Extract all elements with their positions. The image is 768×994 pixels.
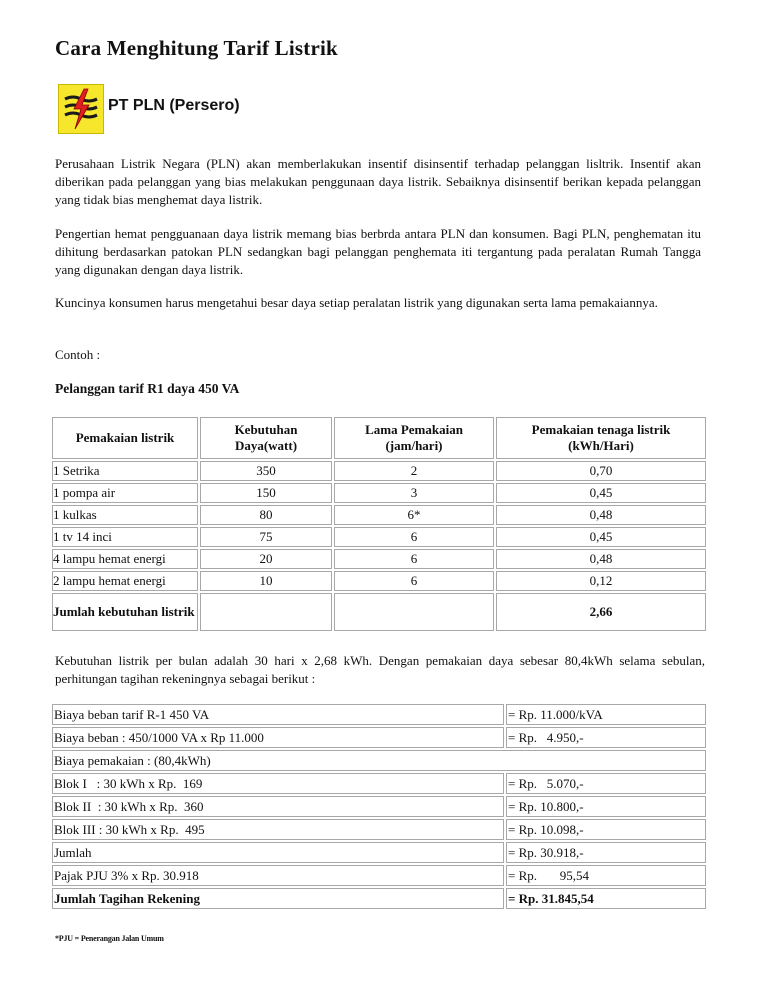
pln-logo — [58, 83, 240, 135]
billing-amount-cell: = Rp. 10.098,- — [506, 819, 706, 840]
appliance-cell: 1 pompa air — [52, 483, 198, 503]
kwh-cell: 0,12 — [496, 571, 706, 591]
table-row — [52, 505, 706, 525]
billing-item-cell: Jumlah — [52, 842, 504, 863]
appliance-cell: 2 lampu hemat energi — [52, 571, 198, 591]
kwh-cell: 0,45 — [496, 527, 706, 547]
kwh-cell: 0,48 — [496, 549, 706, 569]
paragraph-3: Kuncinya konsumen harus mengetahui besar daya setiap peralatan listrik yang digunakan serta lama pemakaiannya. — [55, 295, 658, 310]
hours-cell: 3 — [334, 483, 494, 503]
table-row — [52, 483, 706, 503]
paragraph-2: Pengertian hemat pengguanaan daya listrik memang bias berbrda antara PLN dan konsumen. Bagi PLN, penghematan itu dihitung berdasarkan patokan PLN sedangkan bagi pelanggan penghemata iti tergantung pada peralatan Rumah Tangga yang digunakan dengan daya listrik. — [55, 226, 701, 277]
header-cell: Pemakaian tenaga listrik (kWh/Hari) — [496, 417, 706, 459]
appliance-cell: 1 kulkas — [52, 505, 198, 525]
appliance-cell: 4 lampu hemat energi — [52, 549, 198, 569]
billing-amount-cell: = Rp. 95,54 — [506, 865, 706, 886]
watt-cell: 10 — [200, 571, 332, 591]
billing-total-amount-cell: = Rp. 31.845,54 — [506, 888, 706, 909]
paragraph-1: Perusahaan Listrik Negara (PLN) akan memberlakukan insentif disinsentif terhadap pelanggan lisltrik. Insentif akan diberikan pada pelanggan yang bias melakukan penggunaan daya listrik. Sebaiknya disinsentif berikan kepada pelanggan yang tidak bias menghemat daya listrik. — [55, 156, 701, 207]
billing-amount-cell: = Rp. 4.950,- — [506, 727, 706, 748]
pln-lightning-icon — [58, 84, 104, 134]
table-row — [52, 796, 706, 817]
usage-table — [50, 415, 708, 633]
appliance-cell: 1 Setrika — [52, 461, 198, 481]
watt-cell: 75 — [200, 527, 332, 547]
billing-item-cell: Pajak PJU 3% x Rp. 30.918 — [52, 865, 504, 886]
total-label-cell: Jumlah kebutuhan listrik — [52, 593, 198, 631]
hours-cell: 6* — [334, 505, 494, 525]
hours-cell: 6 — [334, 527, 494, 547]
watt-cell: 20 — [200, 549, 332, 569]
table-row — [52, 549, 706, 569]
hours-cell: 2 — [334, 461, 494, 481]
table-row — [52, 527, 706, 547]
billing-item-cell: Biaya beban tarif R-1 450 VA — [52, 704, 504, 725]
subheading: Pelanggan tarif R1 daya 450 VA — [55, 381, 240, 396]
header-cell: Lama Pemakaian (jam/hari) — [334, 417, 494, 459]
table-row — [52, 704, 706, 725]
pln-logo-text: PT PLN (Persero) — [108, 97, 240, 114]
empty-cell — [334, 593, 494, 631]
billing-amount-cell: = Rp. 30.918,- — [506, 842, 706, 863]
header-cell: Kebutuhan Daya(watt) — [200, 417, 332, 459]
hours-cell: 6 — [334, 549, 494, 569]
table-header-row — [52, 417, 706, 459]
total-kwh-cell: 2,66 — [496, 593, 706, 631]
billing-amount-cell: = Rp. 11.000/kVA — [506, 704, 706, 725]
kwh-cell: 0,48 — [496, 505, 706, 525]
billing-total-row — [52, 888, 706, 909]
billing-item-cell: Blok I : 30 kWh x Rp. 169 — [52, 773, 504, 794]
kwh-cell: 0,70 — [496, 461, 706, 481]
table-total-row — [52, 593, 706, 631]
billing-table — [50, 702, 708, 911]
footnote: *PJU = Penerangan Jalan Umum — [55, 934, 164, 943]
billing-item-cell: Blok III : 30 kWh x Rp. 495 — [52, 819, 504, 840]
kwh-cell: 0,45 — [496, 483, 706, 503]
table-row — [52, 727, 706, 748]
empty-cell — [200, 593, 332, 631]
watt-cell: 80 — [200, 505, 332, 525]
billing-item-cell: Blok II : 30 kWh x Rp. 360 — [52, 796, 504, 817]
watt-cell: 150 — [200, 483, 332, 503]
billing-item-cell: Biaya beban : 450/1000 VA x Rp 11.000 — [52, 727, 504, 748]
table-row — [52, 461, 706, 481]
table-row — [52, 750, 706, 771]
hours-cell: 6 — [334, 571, 494, 591]
billing-total-label-cell: Jumlah Tagihan Rekening — [52, 888, 504, 909]
billing-amount-cell: = Rp. 10.800,- — [506, 796, 706, 817]
header-cell: Pemakaian listrik — [52, 417, 198, 459]
appliance-cell: 1 tv 14 inci — [52, 527, 198, 547]
watt-cell: 350 — [200, 461, 332, 481]
table-row — [52, 865, 706, 886]
billing-section-cell: Biaya pemakaian : (80,4kWh) — [52, 750, 706, 771]
paragraph-example: Contoh : — [55, 347, 101, 362]
page-title: Cara Menghitung Tarif Listrik — [55, 36, 338, 60]
table-row — [52, 571, 706, 591]
billing-amount-cell: = Rp. 5.070,- — [506, 773, 706, 794]
table-row — [52, 842, 706, 863]
table-row — [52, 773, 706, 794]
table-row — [52, 819, 706, 840]
calc-paragraph: Kebutuhan listrik per bulan adalah 30 hari x 2,68 kWh. Dengan pemakaian daya sebesar 80,4kWh selama sebulan, perhitungan tagihan rekeningnya sebagai berikut : — [55, 653, 705, 686]
